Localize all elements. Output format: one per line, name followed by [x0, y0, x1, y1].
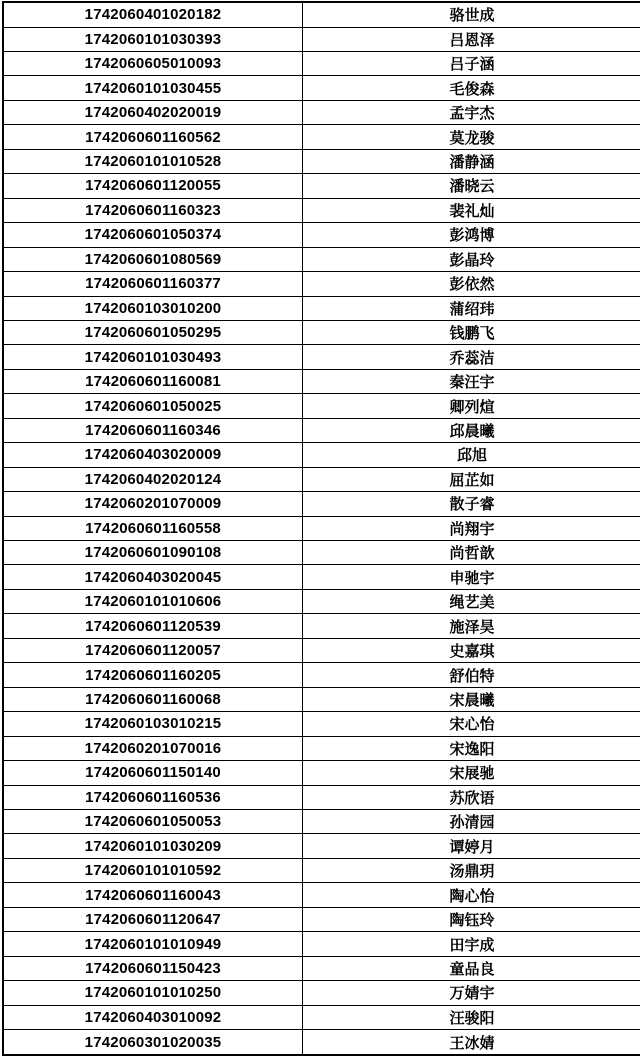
student-name-cell: 卿列煊 [303, 394, 640, 418]
student-id-cell: 1742060401020182 [3, 2, 303, 27]
table-row [3, 272, 640, 296]
table-row [3, 1030, 640, 1055]
student-name-cell: 吕子涵 [303, 51, 640, 75]
student-name-cell: 宋心怡 [303, 712, 640, 736]
table-row [3, 932, 640, 956]
table-row [3, 247, 640, 271]
table-row [3, 687, 640, 711]
table-row [3, 834, 640, 858]
student-name-cell: 尚哲歆 [303, 541, 640, 565]
student-name-cell: 童品良 [303, 956, 640, 980]
student-name-cell: 王冰婧 [303, 1030, 640, 1055]
student-name-cell: 谭婷月 [303, 834, 640, 858]
student-name-cell: 吕恩泽 [303, 27, 640, 51]
student-name-cell: 万婧宇 [303, 981, 640, 1005]
student-name-cell: 史嘉琪 [303, 638, 640, 662]
student-id-cell: 1742060601050295 [3, 320, 303, 344]
student-name-cell: 汤鼎玥 [303, 858, 640, 882]
student-id-cell: 1742060601160323 [3, 198, 303, 222]
table-row [3, 541, 640, 565]
table-row [3, 565, 640, 589]
student-id-cell: 1742060101010949 [3, 932, 303, 956]
student-id-cell: 1742060101030493 [3, 345, 303, 369]
student-id-cell: 1742060601160536 [3, 785, 303, 809]
table-row [3, 981, 640, 1005]
student-name-cell: 尚翔宇 [303, 516, 640, 540]
table-row [3, 736, 640, 760]
student-name-cell: 钱鹏飞 [303, 320, 640, 344]
table-row [3, 174, 640, 198]
student-name-cell: 彭依然 [303, 272, 640, 296]
student-id-cell: 1742060101030393 [3, 27, 303, 51]
student-name-cell: 莫龙骏 [303, 125, 640, 149]
student-id-cell: 1742060601160205 [3, 663, 303, 687]
student-name-cell: 绳艺美 [303, 589, 640, 613]
student-id-cell: 1742060101030455 [3, 76, 303, 100]
student-name-cell: 彭晶玲 [303, 247, 640, 271]
student-name-cell: 骆世成 [303, 2, 640, 27]
student-id-cell: 1742060601160081 [3, 369, 303, 393]
student-name-cell: 潘静涵 [303, 149, 640, 173]
student-id-cell: 1742060601160068 [3, 687, 303, 711]
table-row [3, 2, 640, 27]
student-id-cell: 1742060101030209 [3, 834, 303, 858]
table-row [3, 76, 640, 100]
student-name-cell: 田宇成 [303, 932, 640, 956]
table-row [3, 785, 640, 809]
table-row [3, 369, 640, 393]
table-row [3, 589, 640, 613]
table-row [3, 712, 640, 736]
student-name-cell: 邱晨曦 [303, 418, 640, 442]
table-row [3, 638, 640, 662]
student-id-cell: 1742060402020019 [3, 100, 303, 124]
student-id-cell: 1742060601050374 [3, 223, 303, 247]
student-id-cell: 1742060103010200 [3, 296, 303, 320]
student-id-cell: 1742060601160558 [3, 516, 303, 540]
table-row [3, 761, 640, 785]
table-row [3, 418, 640, 442]
student-id-cell: 1742060601150140 [3, 761, 303, 785]
student-id-cell: 1742060601150423 [3, 956, 303, 980]
student-id-cell: 1742060601090108 [3, 541, 303, 565]
student-id-cell: 1742060601120539 [3, 614, 303, 638]
student-name-cell: 乔蕊洁 [303, 345, 640, 369]
student-id-cell: 1742060101010528 [3, 149, 303, 173]
student-id-cell: 1742060601120647 [3, 907, 303, 931]
student-name-cell: 屈芷如 [303, 467, 640, 491]
student-roster-table [2, 1, 640, 1056]
table-row [3, 296, 640, 320]
table-row [3, 125, 640, 149]
student-id-cell: 1742060403010092 [3, 1005, 303, 1029]
table-row [3, 149, 640, 173]
student-name-cell: 舒伯特 [303, 663, 640, 687]
student-name-cell: 宋晨曦 [303, 687, 640, 711]
table-row [3, 223, 640, 247]
student-name-cell: 陶心怡 [303, 883, 640, 907]
student-id-cell: 1742060601160377 [3, 272, 303, 296]
table-row [3, 51, 640, 75]
table-row [3, 883, 640, 907]
student-name-cell: 毛俊森 [303, 76, 640, 100]
student-id-cell: 1742060101010606 [3, 589, 303, 613]
student-id-cell: 1742060601120055 [3, 174, 303, 198]
table-row [3, 27, 640, 51]
table-row [3, 858, 640, 882]
student-name-cell: 施泽昊 [303, 614, 640, 638]
student-name-cell: 散子睿 [303, 492, 640, 516]
student-name-cell: 宋逸阳 [303, 736, 640, 760]
student-id-cell: 1742060201070009 [3, 492, 303, 516]
student-id-cell: 1742060101010250 [3, 981, 303, 1005]
student-id-cell: 1742060101010592 [3, 858, 303, 882]
student-name-cell: 邱旭 [303, 443, 640, 467]
student-name-cell: 潘晓云 [303, 174, 640, 198]
student-id-cell: 1742060605010093 [3, 51, 303, 75]
table-row [3, 320, 640, 344]
student-id-cell: 1742060601160562 [3, 125, 303, 149]
table-row [3, 394, 640, 418]
student-id-cell: 1742060601050053 [3, 810, 303, 834]
student-name-cell: 汪骏阳 [303, 1005, 640, 1029]
table-row [3, 956, 640, 980]
table-row [3, 907, 640, 931]
table-row [3, 614, 640, 638]
table-row [3, 443, 640, 467]
student-name-cell: 申驰宇 [303, 565, 640, 589]
student-id-cell: 1742060403020009 [3, 443, 303, 467]
roster-table-body [3, 2, 640, 1055]
student-name-cell: 孙清园 [303, 810, 640, 834]
student-id-cell: 1742060601160346 [3, 418, 303, 442]
student-name-cell: 彭鸿博 [303, 223, 640, 247]
table-row [3, 810, 640, 834]
student-name-cell: 秦汪宇 [303, 369, 640, 393]
table-row [3, 467, 640, 491]
table-row [3, 100, 640, 124]
table-row [3, 663, 640, 687]
student-id-cell: 1742060403020045 [3, 565, 303, 589]
student-id-cell: 1742060601050025 [3, 394, 303, 418]
student-id-cell: 1742060103010215 [3, 712, 303, 736]
student-id-cell: 1742060601080569 [3, 247, 303, 271]
student-name-cell: 苏欣语 [303, 785, 640, 809]
student-name-cell: 宋展驰 [303, 761, 640, 785]
student-id-cell: 1742060601160043 [3, 883, 303, 907]
table-row [3, 198, 640, 222]
table-row [3, 345, 640, 369]
student-id-cell: 1742060301020035 [3, 1030, 303, 1055]
student-name-cell: 裴礼灿 [303, 198, 640, 222]
student-id-cell: 1742060601120057 [3, 638, 303, 662]
student-id-cell: 1742060402020124 [3, 467, 303, 491]
student-name-cell: 孟宇杰 [303, 100, 640, 124]
table-row [3, 516, 640, 540]
student-id-cell: 1742060201070016 [3, 736, 303, 760]
student-name-cell: 蒲绍玮 [303, 296, 640, 320]
table-row [3, 492, 640, 516]
student-name-cell: 陶钰玲 [303, 907, 640, 931]
table-row [3, 1005, 640, 1029]
